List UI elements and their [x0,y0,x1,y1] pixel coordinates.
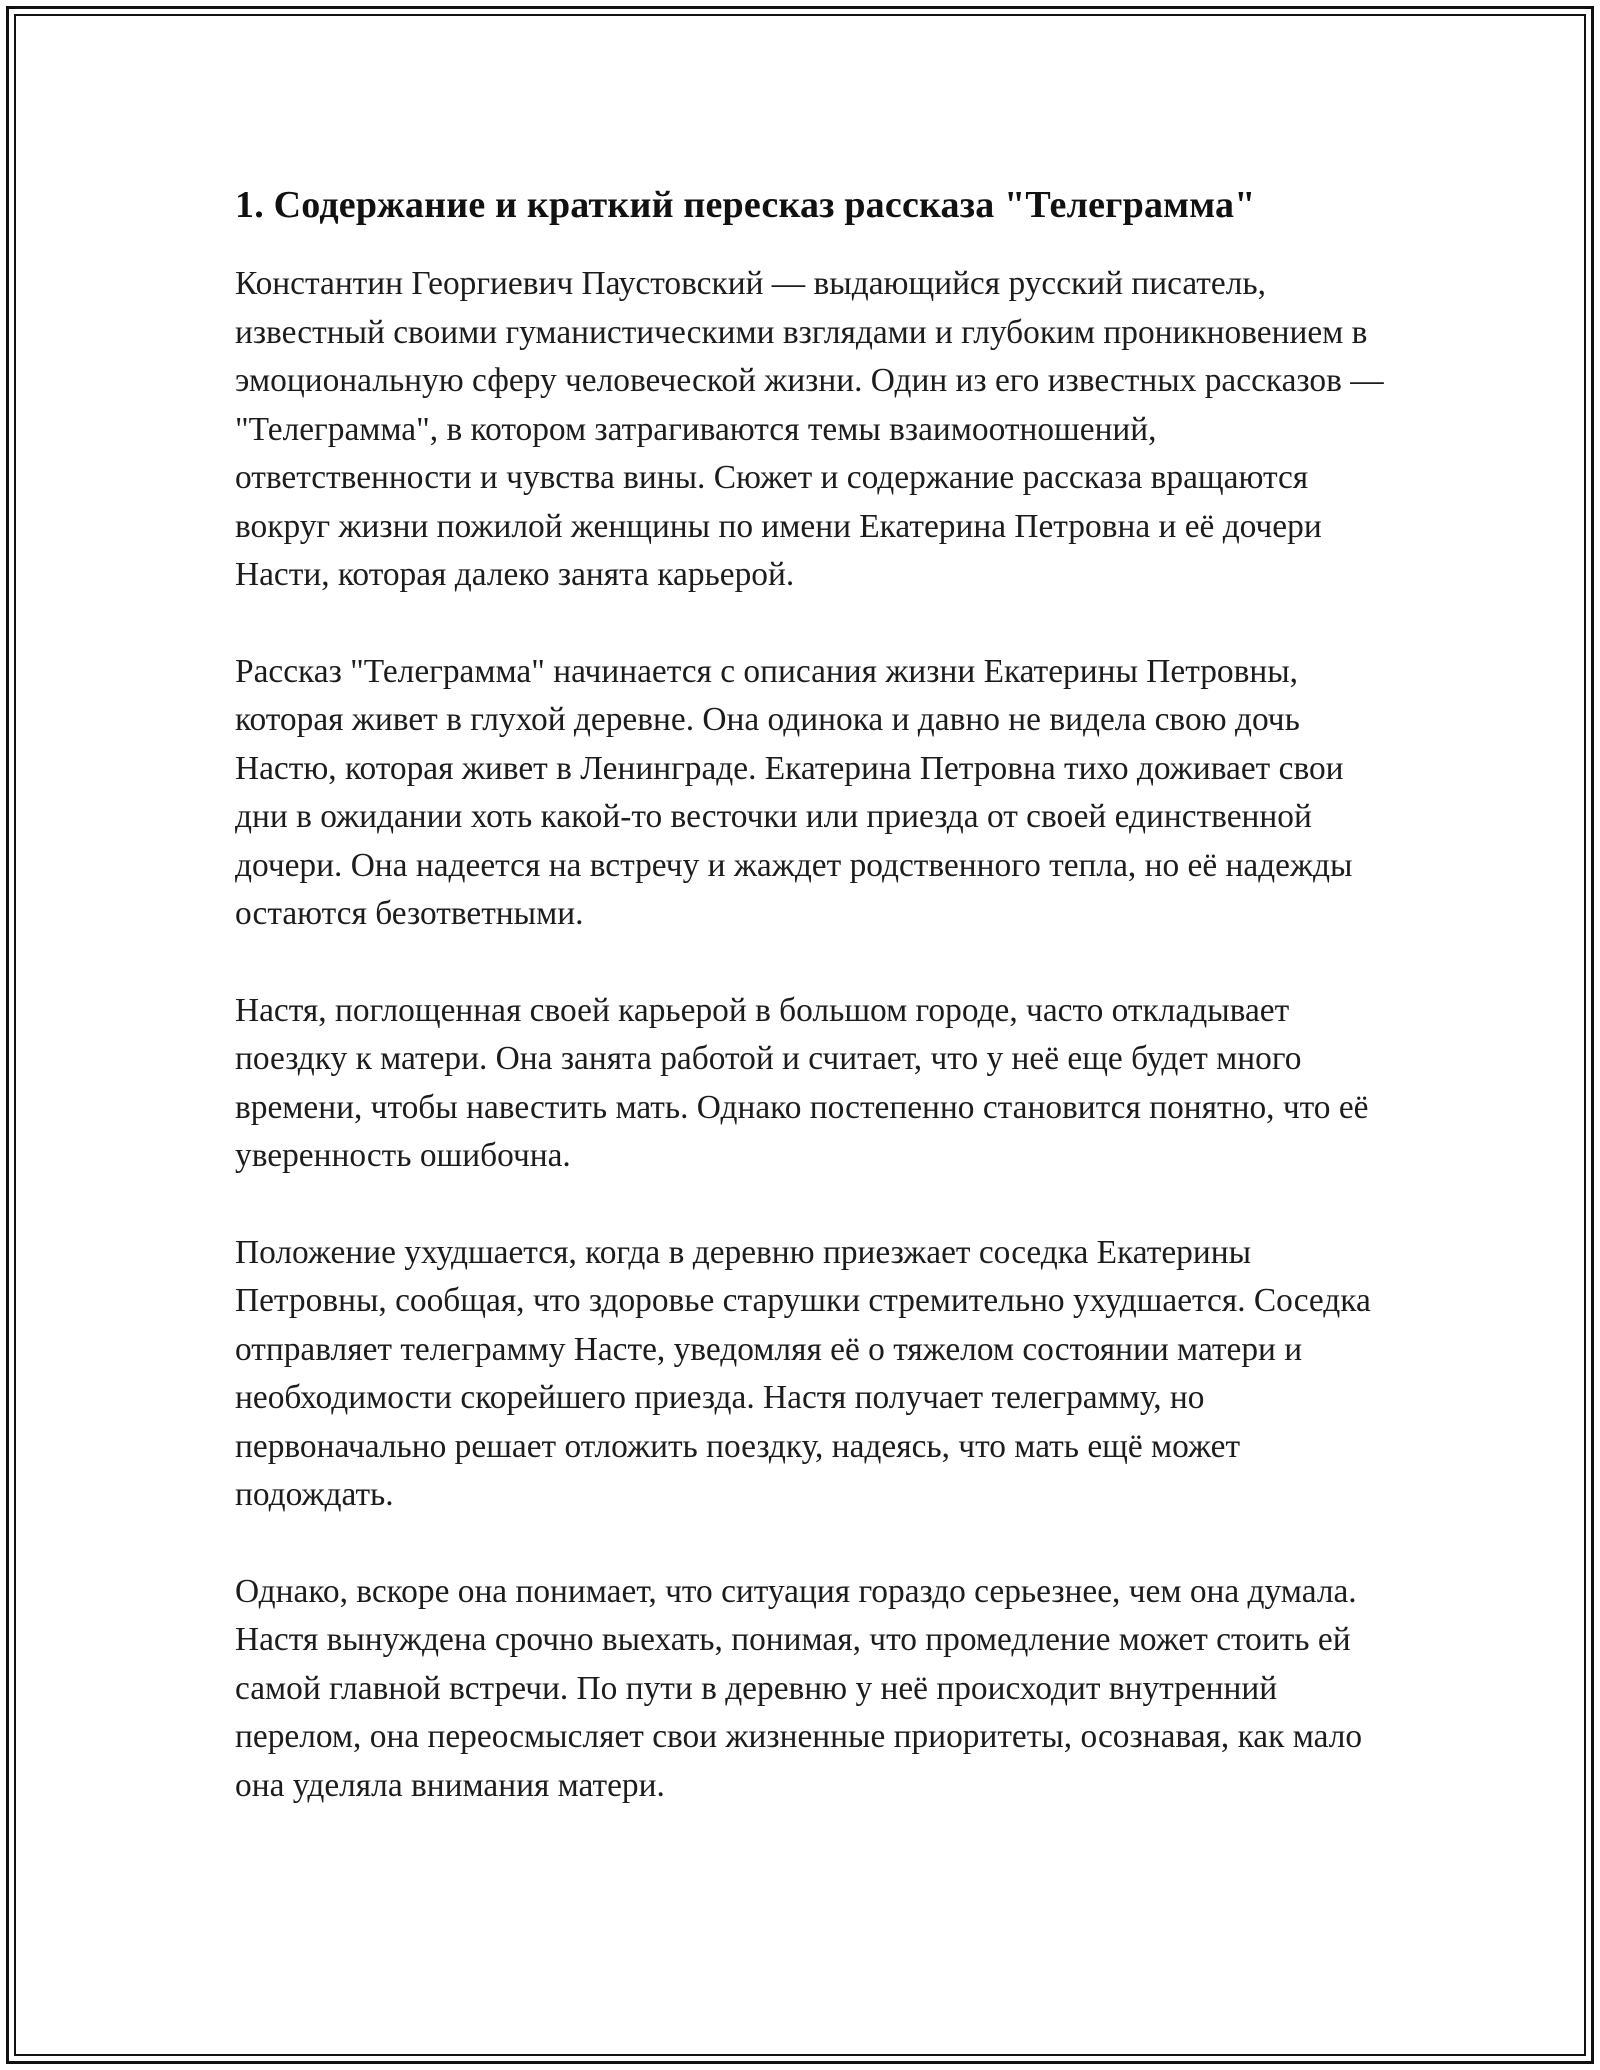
paragraph-intro: Константин Георгиевич Паустовский — выдающийся русский писатель, известный своими гуманистическими взглядами и глубоким проникновением в эмоциональную сферу человеческой жизни. Один из его известных рассказов — "Телеграмма", в котором затрагиваются темы взаимоотношений, ответственности и чувства вины. Сюжет и содержание рассказа вращаются вокруг жизни пожилой женщины по имени Екатерина Петровна и её дочери Насти, которая далеко занята карьерой. [235,265,1384,593]
paragraph-nastya-career: Настя, поглощенная своей карьерой в большом городе, часто откладывает поездку к матери. Она занята работой и считает, что у неё еще будет много времени, чтобы навестить мать. Однако постепенно становится понятно, что её уверенность ошибочна. [235,991,1369,1174]
section-heading: 1. Содержание и краткий пересказ рассказа "Телеграмма" [235,184,1256,226]
document-content [235,180,1385,1858]
paragraph-telegram: Положение ухудшается, когда в деревню приезжает соседка Екатерины Петровны, сообщая, что здоровье старушки стремительно ухудшается. Соседка отправляет телеграмму Насте, уведомляя её о тяжелом состоянии матери и необходимости скорейшего приезда. Настя получает телеграмму, но первоначально решает отложить поездку, надеясь, что мать ещё может подождать. [235,1233,1371,1513]
paragraph-realization: Однако, вскоре она понимает, что ситуация гораздо серьезнее, чем она думала. Настя вынуждена срочно выехать, понимая, что промедление может стоить ей самой главной встречи. По пути в деревню у неё происходит внутренний перелом, она переосмысляет свои жизненные приоритеты, осознавая, как мало она уделяла внимания матери. [235,1572,1363,1804]
paragraph-katerina-life: Рассказ "Телеграмма" начинается с описания жизни Екатерины Петровны, которая живет в глухой деревне. Она одинока и давно не видела свою дочь Настю, которая живет в Ленинграде. Екатерина Петровна тихо доживает свои дни в ожидании хоть какой-то весточки или приезда от своей единственной дочери. Она надеется на встречу и жаждет родственного тепла, но её надежды остаются безответными. [235,652,1353,932]
